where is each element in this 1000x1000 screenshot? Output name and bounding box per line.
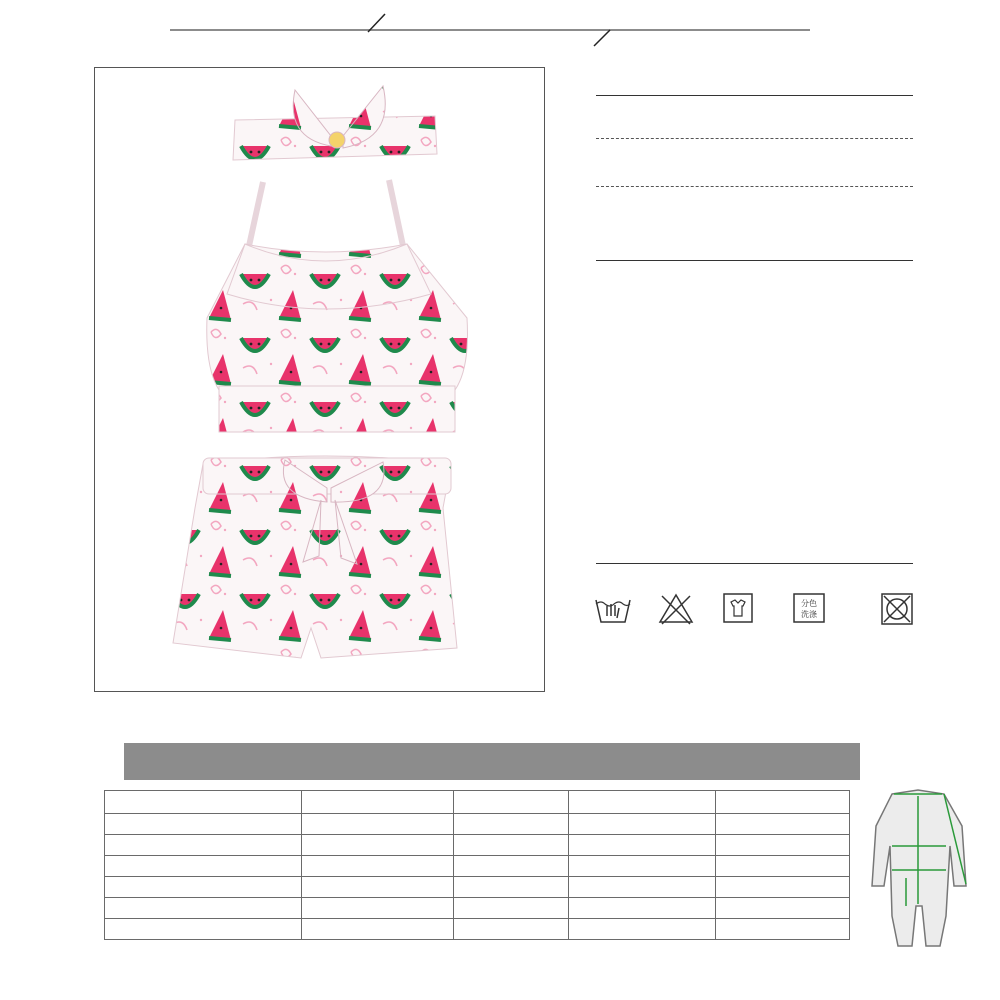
table-cell xyxy=(716,856,850,877)
table-row xyxy=(105,898,850,919)
table-cell xyxy=(454,877,569,898)
table-cell xyxy=(454,791,569,814)
slash-decoration-right xyxy=(590,28,620,50)
table-cell xyxy=(716,919,850,940)
watermelon-outfit-illustration xyxy=(95,68,545,692)
size-chart-table xyxy=(104,790,850,940)
table-cell xyxy=(716,898,850,919)
table-cell xyxy=(302,835,454,856)
svg-text:分色: 分色 xyxy=(801,599,817,608)
table-cell xyxy=(716,877,850,898)
svg-text:洗涤: 洗涤 xyxy=(801,610,817,619)
wash-item-wash-by-color xyxy=(766,592,852,632)
table-header-cell xyxy=(716,814,850,835)
measurement-diagram xyxy=(862,786,982,952)
table-cell xyxy=(569,856,716,877)
condition-rule xyxy=(596,138,913,139)
table-cell xyxy=(105,835,302,856)
table-cell xyxy=(716,791,850,814)
size-rule xyxy=(596,186,913,187)
table-cell xyxy=(302,791,454,814)
product-photo xyxy=(94,67,545,692)
table-header-cell xyxy=(105,814,302,835)
wash-by-color-icon xyxy=(789,592,829,626)
hang-dry-icon xyxy=(718,592,758,626)
table-cell xyxy=(569,791,716,814)
table-cell xyxy=(454,835,569,856)
table-cell xyxy=(105,919,302,940)
size-chart-top-row xyxy=(105,791,850,814)
table-row xyxy=(105,856,850,877)
table-row xyxy=(105,877,850,898)
hand-wash-icon xyxy=(593,592,633,626)
slash-decoration-left xyxy=(365,10,395,36)
highlights-rule xyxy=(170,29,810,31)
wash-item-do-not-dry-clean xyxy=(854,592,940,632)
table-cell xyxy=(105,898,302,919)
washing-tips-rule xyxy=(596,563,913,564)
table-row xyxy=(105,919,850,940)
table-cell xyxy=(105,791,302,814)
table-cell xyxy=(454,856,569,877)
table-cell xyxy=(716,835,850,856)
table-cell xyxy=(302,877,454,898)
table-cell xyxy=(454,898,569,919)
table-cell xyxy=(302,919,454,940)
size-chart-title xyxy=(124,743,860,780)
table-cell xyxy=(569,919,716,940)
table-header-cell xyxy=(569,814,716,835)
product-index-rule xyxy=(596,260,913,261)
table-cell xyxy=(454,919,569,940)
table-cell xyxy=(302,898,454,919)
table-cell xyxy=(569,877,716,898)
table-header-cell xyxy=(454,814,569,835)
table-cell xyxy=(105,877,302,898)
table-cell xyxy=(105,856,302,877)
table-cell xyxy=(302,856,454,877)
table-header-cell xyxy=(302,814,454,835)
table-cell xyxy=(569,898,716,919)
product-info-rule xyxy=(596,95,913,96)
size-chart-header-row xyxy=(105,814,850,835)
table-cell xyxy=(569,835,716,856)
table-row xyxy=(105,835,850,856)
do-not-dry-clean-icon xyxy=(877,592,917,626)
do-not-bleach-icon xyxy=(656,592,696,626)
